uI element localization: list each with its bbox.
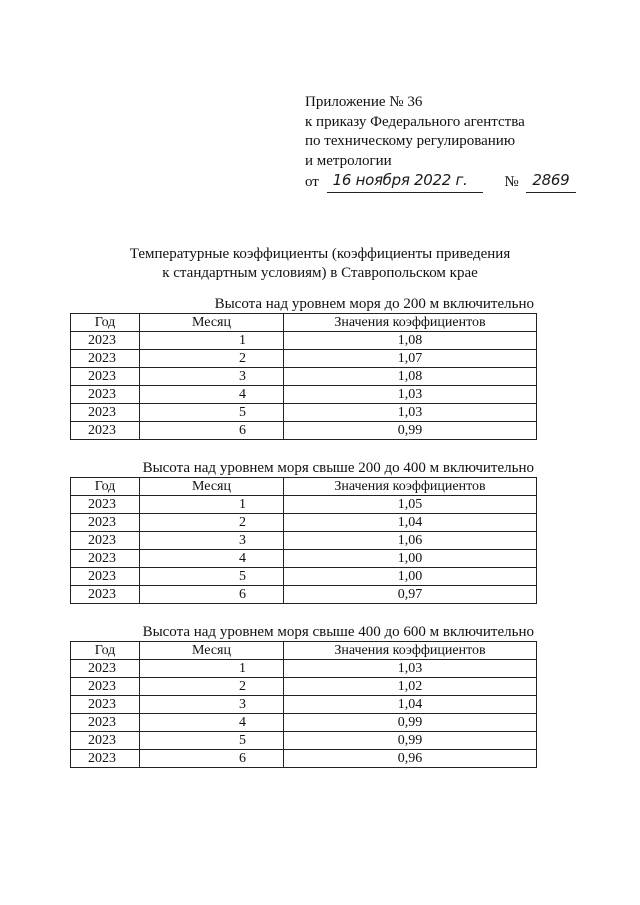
table-row: [71, 514, 537, 532]
title-line-1: Температурные коэффициенты (коэффициенты приведения: [129, 246, 511, 262]
cell-year: 2023: [71, 732, 140, 750]
cell-month: 6: [140, 750, 284, 768]
document-title: [0, 245, 640, 283]
cell-value: 1,03: [284, 660, 537, 678]
cell-year: 2023: [71, 678, 140, 696]
cell-month: 3: [140, 532, 284, 550]
header-year: Год: [71, 314, 140, 332]
cell-month: 2: [140, 350, 284, 368]
cell-year: 2023: [71, 550, 140, 568]
from-label: от: [305, 174, 319, 190]
handwritten-number: 2869: [532, 171, 570, 189]
cell-year: 2023: [71, 532, 140, 550]
cell-year: 2023: [71, 586, 140, 604]
table-row: [71, 696, 537, 714]
cell-year: 2023: [71, 696, 140, 714]
table-row: [71, 404, 537, 422]
table-row: [71, 332, 537, 350]
cell-value: 1,04: [284, 696, 537, 714]
table-section-3: [70, 623, 536, 768]
cell-month: 4: [140, 550, 284, 568]
cell-month: 1: [140, 496, 284, 514]
coefficients-table: [70, 313, 537, 440]
table-row: [71, 350, 537, 368]
cell-year: 2023: [71, 422, 140, 440]
number-label: №: [504, 174, 519, 190]
table-row: [71, 496, 537, 514]
table-row: [71, 422, 537, 440]
cell-month: 5: [140, 568, 284, 586]
header-value: Значения коэффициентов: [284, 314, 537, 332]
cell-year: 2023: [71, 714, 140, 732]
table-row: [71, 532, 537, 550]
cell-value: 0,99: [284, 732, 537, 750]
date-field: [327, 171, 483, 193]
appendix-line-1: Приложение № 36: [305, 94, 423, 110]
cell-month: 2: [140, 514, 284, 532]
cell-month: 1: [140, 660, 284, 678]
table-header-row: [71, 478, 537, 496]
header-year: Год: [71, 642, 140, 660]
table-row: [71, 550, 537, 568]
table-header-row: [71, 642, 537, 660]
handwritten-date: 16 ноября 2022 г.: [332, 171, 468, 189]
cell-value: 0,99: [284, 422, 537, 440]
cell-year: 2023: [71, 514, 140, 532]
header-month: Месяц: [140, 314, 284, 332]
header-value: Значения коэффициентов: [284, 642, 537, 660]
table-row: [71, 750, 537, 768]
cell-month: 3: [140, 696, 284, 714]
cell-year: 2023: [71, 350, 140, 368]
cell-value: 0,97: [284, 586, 537, 604]
cell-value: 1,02: [284, 678, 537, 696]
cell-value: 1,07: [284, 350, 537, 368]
cell-month: 2: [140, 678, 284, 696]
appendix-line-2: к приказу Федерального агентства: [305, 113, 525, 130]
table-row: [71, 678, 537, 696]
table-caption: Высота над уровнем моря свыше 200 до 400 м включительно: [142, 460, 534, 476]
cell-value: 1,00: [284, 568, 537, 586]
cell-month: 4: [140, 386, 284, 404]
number-field: [526, 171, 576, 193]
cell-value: 1,04: [284, 514, 537, 532]
table-section-2: [70, 459, 536, 604]
appendix-header: [305, 93, 576, 193]
cell-value: 1,03: [284, 386, 537, 404]
cell-value: 0,99: [284, 714, 537, 732]
coefficients-table: [70, 477, 537, 604]
header-month: Месяц: [140, 478, 284, 496]
table-caption: Высота над уровнем моря до 200 м включительно: [214, 296, 534, 312]
cell-month: 5: [140, 732, 284, 750]
cell-year: 2023: [71, 404, 140, 422]
cell-year: 2023: [71, 368, 140, 386]
cell-value: 1,03: [284, 404, 537, 422]
table-section-1: [70, 295, 536, 440]
coefficients-table: [70, 641, 537, 768]
cell-month: 6: [140, 422, 284, 440]
header-value: Значения коэффициентов: [284, 478, 537, 496]
cell-year: 2023: [71, 660, 140, 678]
table-header-row: [71, 314, 537, 332]
appendix-line-3: по техническому регулированию: [305, 133, 516, 149]
cell-year: 2023: [71, 568, 140, 586]
table-row: [71, 586, 537, 604]
cell-month: 3: [140, 368, 284, 386]
title-line-2: к стандартным условиям) в Ставропольском крае: [162, 265, 478, 281]
cell-value: 0,96: [284, 750, 537, 768]
header-year: Год: [71, 478, 140, 496]
table-caption: Высота над уровнем моря свыше 400 до 600 м включительно: [142, 624, 534, 640]
table-row: [71, 660, 537, 678]
order-date-line: [305, 173, 576, 193]
appendix-line-4: и метрологии: [305, 152, 392, 169]
cell-month: 5: [140, 404, 284, 422]
header-month: Месяц: [140, 642, 284, 660]
cell-year: 2023: [71, 750, 140, 768]
cell-value: 1,00: [284, 550, 537, 568]
table-row: [71, 386, 537, 404]
cell-value: 1,08: [284, 332, 537, 350]
cell-month: 6: [140, 586, 284, 604]
table-row: [71, 368, 537, 386]
cell-value: 1,05: [284, 496, 537, 514]
cell-year: 2023: [71, 496, 140, 514]
table-row: [71, 568, 537, 586]
cell-value: 1,08: [284, 368, 537, 386]
table-row: [71, 732, 537, 750]
cell-year: 2023: [71, 332, 140, 350]
cell-year: 2023: [71, 386, 140, 404]
cell-value: 1,06: [284, 532, 537, 550]
table-row: [71, 714, 537, 732]
cell-month: 1: [140, 332, 284, 350]
cell-month: 4: [140, 714, 284, 732]
